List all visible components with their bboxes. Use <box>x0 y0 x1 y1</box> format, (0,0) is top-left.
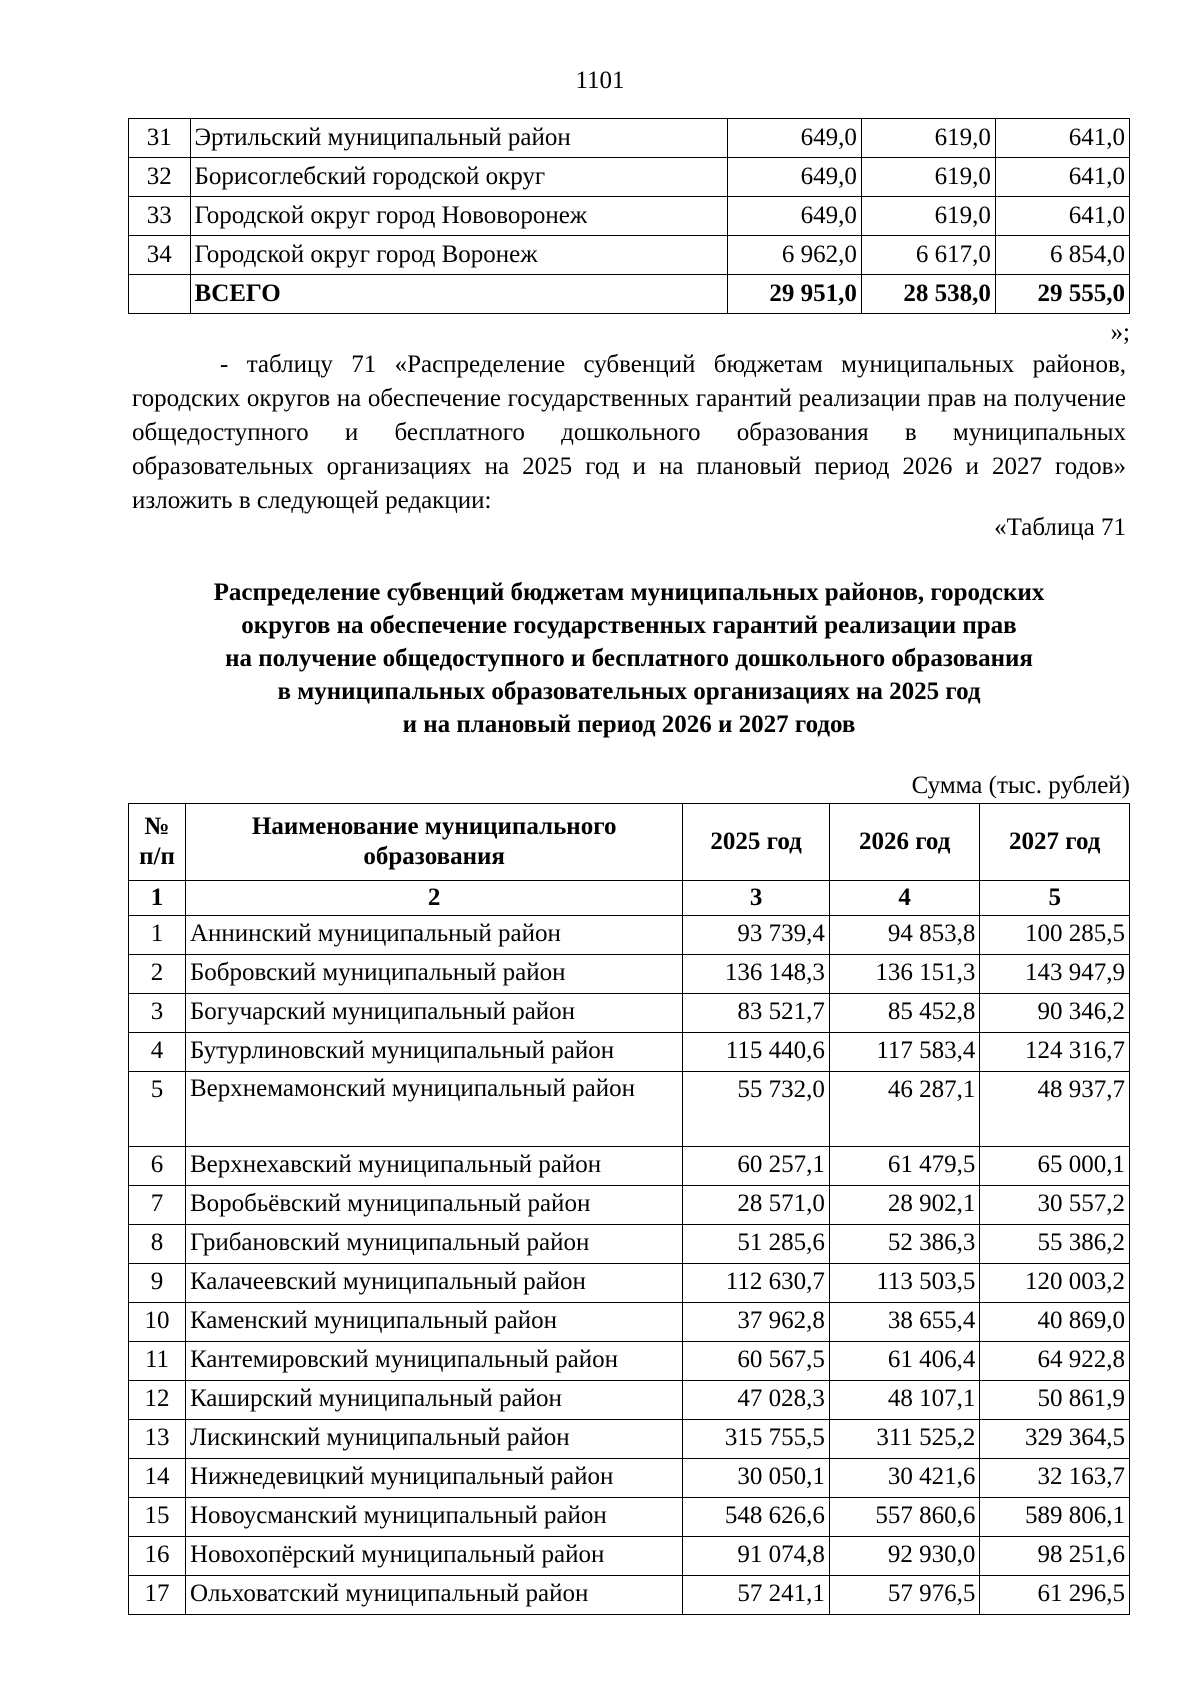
title-line: на получение общедоступного и бесплатного дошкольного образования <box>225 645 1033 672</box>
value-2026: 6 617,0 <box>861 236 995 275</box>
municipality-name: Городской округ город Воронеж <box>190 236 727 275</box>
value-2025: 112 630,7 <box>683 1264 829 1303</box>
row-number: 13 <box>129 1420 186 1459</box>
value-2027: 124 316,7 <box>980 1033 1130 1072</box>
table-row <box>129 1459 1130 1498</box>
value-2027: 32 163,7 <box>980 1459 1130 1498</box>
value-2025: 51 285,6 <box>683 1225 829 1264</box>
column-number-row <box>129 881 1130 916</box>
value-2027: 61 296,5 <box>980 1576 1130 1615</box>
previous-table <box>128 118 1130 314</box>
row-number: 33 <box>129 197 191 236</box>
value-2027: 98 251,6 <box>980 1537 1130 1576</box>
row-number: 3 <box>129 994 186 1033</box>
value-2025: 60 257,1 <box>683 1147 829 1186</box>
municipality-name: Аннинский муниципальный район <box>185 916 682 955</box>
value-2025: 30 050,1 <box>683 1459 829 1498</box>
row-number: 9 <box>129 1264 186 1303</box>
value-2025: 57 241,1 <box>683 1576 829 1615</box>
table-title <box>128 576 1130 741</box>
total-number-cell <box>129 275 191 314</box>
value-2027: 55 386,2 <box>980 1225 1130 1264</box>
total-label: ВСЕГО <box>190 275 727 314</box>
table-row <box>129 1264 1130 1303</box>
value-2026: 117 583,4 <box>829 1033 980 1072</box>
value-2027: 65 000,1 <box>980 1147 1130 1186</box>
municipality-name: Воробьёвский муниципальный район <box>185 1186 682 1225</box>
municipality-name: Ольховатский муниципальный район <box>185 1576 682 1615</box>
value-2027: 6 854,0 <box>995 236 1129 275</box>
table-row <box>129 1420 1130 1459</box>
municipality-name: Богучарский муниципальный район <box>185 994 682 1033</box>
value-2025: 91 074,8 <box>683 1537 829 1576</box>
value-2027: 90 346,2 <box>980 994 1130 1033</box>
value-2025: 6 962,0 <box>727 236 861 275</box>
municipality-name: Эртильский муниципальный район <box>190 119 727 158</box>
column-number: 1 <box>129 881 186 916</box>
row-number: 12 <box>129 1381 186 1420</box>
value-2026: 38 655,4 <box>829 1303 980 1342</box>
value-2026: 311 525,2 <box>829 1420 980 1459</box>
value-2026: 619,0 <box>861 197 995 236</box>
table-row <box>129 1225 1130 1264</box>
column-number: 5 <box>980 881 1130 916</box>
row-number: 7 <box>129 1186 186 1225</box>
column-number: 4 <box>829 881 980 916</box>
value-2026: 136 151,3 <box>829 955 980 994</box>
value-2026: 46 287,1 <box>829 1072 980 1147</box>
value-2026: 557 860,6 <box>829 1498 980 1537</box>
row-number: 2 <box>129 955 186 994</box>
value-2026: 619,0 <box>861 158 995 197</box>
value-2025: 55 732,0 <box>683 1072 829 1147</box>
value-2026: 30 421,6 <box>829 1459 980 1498</box>
value-2025: 83 521,7 <box>683 994 829 1033</box>
row-number: 8 <box>129 1225 186 1264</box>
value-2027: 30 557,2 <box>980 1186 1130 1225</box>
value-2026: 61 479,5 <box>829 1147 980 1186</box>
row-number: 16 <box>129 1537 186 1576</box>
municipality-name: Борисоглебский городской округ <box>190 158 727 197</box>
value-2027: 641,0 <box>995 158 1129 197</box>
value-2026: 61 406,4 <box>829 1342 980 1381</box>
table-row <box>129 119 1130 158</box>
table-row <box>129 1498 1130 1537</box>
total-2027: 29 555,0 <box>995 275 1129 314</box>
table-row <box>129 1342 1130 1381</box>
value-2025: 136 148,3 <box>683 955 829 994</box>
municipality-name: Верхнехавский муниципальный район <box>185 1147 682 1186</box>
table-row <box>129 1381 1130 1420</box>
value-2026: 28 902,1 <box>829 1186 980 1225</box>
table-row <box>129 955 1130 994</box>
table-row <box>129 1072 1130 1147</box>
value-2026: 94 853,8 <box>829 916 980 955</box>
municipality-name: Грибановский муниципальный район <box>185 1225 682 1264</box>
value-2025: 548 626,6 <box>683 1498 829 1537</box>
value-2027: 40 869,0 <box>980 1303 1130 1342</box>
row-number: 5 <box>129 1072 186 1147</box>
municipality-name: Бобровский муниципальный район <box>185 955 682 994</box>
municipality-name: Каширский муниципальный район <box>185 1381 682 1420</box>
value-2025: 315 755,5 <box>683 1420 829 1459</box>
header-number: № п/п <box>129 804 186 881</box>
value-2027: 48 937,7 <box>980 1072 1130 1147</box>
value-2027: 120 003,2 <box>980 1264 1130 1303</box>
row-number: 11 <box>129 1342 186 1381</box>
table-reference: «Таблица 71 <box>994 514 1126 541</box>
municipality-name: Каменский муниципальный район <box>185 1303 682 1342</box>
municipality-name: Новохопёрский муниципальный район <box>185 1537 682 1576</box>
column-number: 3 <box>683 881 829 916</box>
table-row <box>129 1186 1130 1225</box>
amendment-paragraph: - таблицу 71 «Распределение субвенций бюджетам муниципальных районов, городских округов на обеспечение государственных гарантий реализации прав на получение общедоступного и бесплатного дошкольного образования в муниципальных образовательных организациях на 2025 год и на плановый период 2026 и 2027 годов» изложить в следующей редакции: <box>132 351 1126 514</box>
row-number: 14 <box>129 1459 186 1498</box>
header-2025: 2025 год <box>683 804 829 881</box>
title-line: Распределение субвенций бюджетам муниципальных районов, городских <box>213 579 1045 606</box>
value-2027: 50 861,9 <box>980 1381 1130 1420</box>
title-line: округов на обеспечение государственных гарантий реализации прав <box>241 612 1017 639</box>
value-2026: 92 930,0 <box>829 1537 980 1576</box>
main-table <box>128 803 1130 1615</box>
value-2025: 93 739,4 <box>683 916 829 955</box>
title-line: и на плановый период 2026 и 2027 годов <box>402 711 856 738</box>
value-2025: 28 571,0 <box>683 1186 829 1225</box>
table-row <box>129 994 1130 1033</box>
table-row <box>129 1537 1130 1576</box>
table-row <box>129 1303 1130 1342</box>
value-2025: 60 567,5 <box>683 1342 829 1381</box>
value-2026: 57 976,5 <box>829 1576 980 1615</box>
row-number: 6 <box>129 1147 186 1186</box>
municipality-name: Лискинский муниципальный район <box>185 1420 682 1459</box>
municipality-name: Новоусманский муниципальный район <box>185 1498 682 1537</box>
total-row <box>129 275 1130 314</box>
row-number: 31 <box>129 119 191 158</box>
municipality-name: Верхнемамонский муниципальный район <box>185 1072 682 1147</box>
municipality-name: Городской округ город Нововоронеж <box>190 197 727 236</box>
value-2027: 641,0 <box>995 119 1129 158</box>
value-2027: 143 947,9 <box>980 955 1130 994</box>
table-row <box>129 1576 1130 1615</box>
title-line: в муниципальных образовательных организациях на 2025 год <box>277 678 981 705</box>
value-2025: 115 440,6 <box>683 1033 829 1072</box>
value-2027: 100 285,5 <box>980 916 1130 955</box>
value-2025: 37 962,8 <box>683 1303 829 1342</box>
municipality-name: Нижнедевицкий муниципальный район <box>185 1459 682 1498</box>
table-row <box>129 1147 1130 1186</box>
total-2026: 28 538,0 <box>861 275 995 314</box>
value-2027: 64 922,8 <box>980 1342 1130 1381</box>
units-label: Сумма (тыс. рублей) <box>911 772 1130 799</box>
row-number: 4 <box>129 1033 186 1072</box>
value-2026: 48 107,1 <box>829 1381 980 1420</box>
row-number: 17 <box>129 1576 186 1615</box>
table-row <box>129 916 1130 955</box>
value-2026: 619,0 <box>861 119 995 158</box>
row-number: 15 <box>129 1498 186 1537</box>
value-2027: 589 806,1 <box>980 1498 1130 1537</box>
column-number: 2 <box>185 881 682 916</box>
value-2025: 47 028,3 <box>683 1381 829 1420</box>
value-2025: 649,0 <box>727 197 861 236</box>
row-number: 34 <box>129 236 191 275</box>
municipality-name: Кантемировский муниципальный район <box>185 1342 682 1381</box>
municipality-name: Бутурлиновский муниципальный район <box>185 1033 682 1072</box>
row-number: 10 <box>129 1303 186 1342</box>
table-row <box>129 158 1130 197</box>
table-row <box>129 197 1130 236</box>
table-row <box>129 1033 1130 1072</box>
total-2025: 29 951,0 <box>727 275 861 314</box>
value-2025: 649,0 <box>727 158 861 197</box>
header-name: Наименование муниципального образования <box>185 804 682 881</box>
value-2027: 329 364,5 <box>980 1420 1130 1459</box>
header-row <box>129 804 1130 881</box>
value-2026: 52 386,3 <box>829 1225 980 1264</box>
page-number: 1101 <box>575 67 625 94</box>
row-number: 32 <box>129 158 191 197</box>
row-number: 1 <box>129 916 186 955</box>
value-2026: 85 452,8 <box>829 994 980 1033</box>
value-2025: 649,0 <box>727 119 861 158</box>
value-2027: 641,0 <box>995 197 1129 236</box>
closing-quote: »; <box>1110 319 1130 346</box>
header-2026: 2026 год <box>829 804 980 881</box>
municipality-name: Калачеевский муниципальный район <box>185 1264 682 1303</box>
header-2027: 2027 год <box>980 804 1130 881</box>
value-2026: 113 503,5 <box>829 1264 980 1303</box>
table-row <box>129 236 1130 275</box>
